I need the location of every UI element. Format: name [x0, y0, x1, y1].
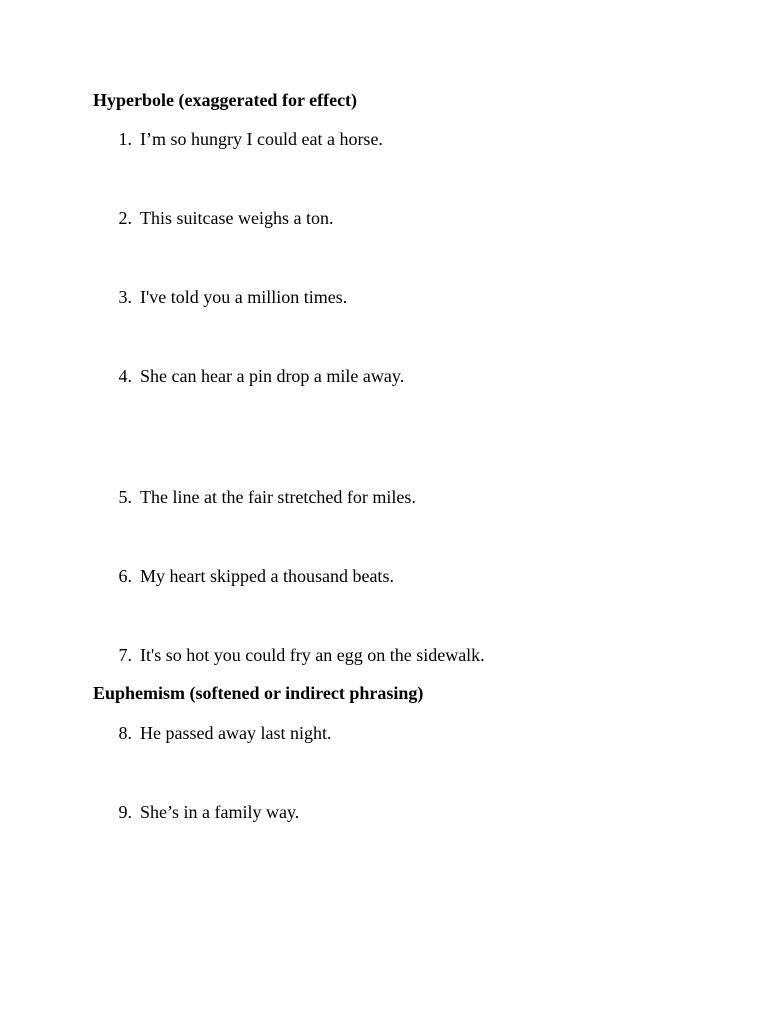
item-text: The line at the fair stretched for miles. — [140, 487, 416, 507]
item-number: 7. — [118, 645, 132, 665]
item-text: It's so hot you could fry an egg on the sidewalk. — [140, 645, 485, 665]
item-text: He passed away last night. — [140, 723, 332, 743]
item-text: I've told you a million times. — [140, 287, 348, 307]
item-text: My heart skipped a thousand beats. — [140, 566, 394, 586]
item-number: 8. — [118, 723, 132, 743]
item-number: 3. — [118, 287, 132, 307]
item-number: 4. — [118, 366, 132, 386]
section-heading-hyperbole: Hyperbole (exaggerated for effect) — [93, 90, 358, 110]
item-number: 1. — [118, 129, 132, 149]
item-text: She’s in a family way. — [140, 802, 300, 822]
section-heading-euphemism: Euphemism (softened or indirect phrasing) — [93, 683, 424, 703]
item-text: This suitcase weighs a ton. — [140, 208, 334, 228]
item-number: 6. — [118, 566, 132, 586]
item-number: 5. — [118, 487, 132, 507]
item-number: 2. — [118, 208, 132, 228]
item-number: 9. — [118, 802, 132, 822]
item-text: I’m so hungry I could eat a horse. — [140, 129, 383, 149]
item-text: She can hear a pin drop a mile away. — [140, 366, 405, 386]
